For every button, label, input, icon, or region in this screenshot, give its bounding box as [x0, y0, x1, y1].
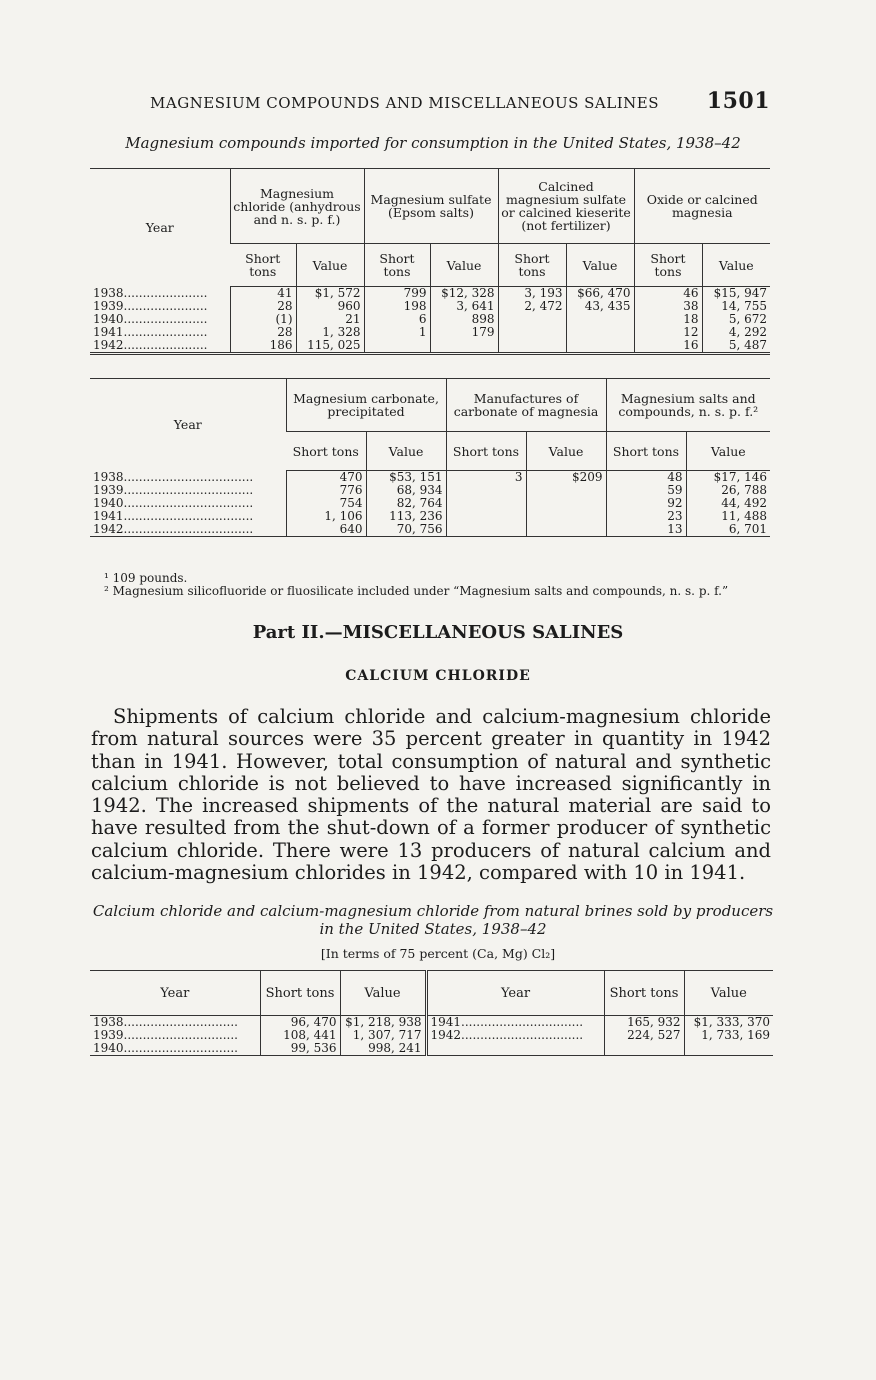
year-cell [90, 1042, 260, 1056]
data-cell: 41 [230, 287, 296, 301]
data-cell [566, 313, 634, 326]
data-cell [498, 313, 566, 326]
short-tons-header: Short tons [364, 244, 430, 287]
table2-subcaption: [In terms of 75 percent (Ca, Mg) Cl₂] [320, 946, 556, 961]
short-tons-cell: 165, 932 [604, 1016, 684, 1030]
table-row [90, 339, 770, 354]
page-number: 1501 [706, 88, 770, 114]
year-cell [90, 1016, 260, 1030]
data-cell: 5, 672 [702, 313, 770, 326]
data-cell: 1 [364, 326, 430, 339]
table2-caption: Calcium chloride and calcium-magnesium chloride from natural brines sold by producers in the United States, 1938–42 [92, 902, 774, 938]
year-label: 1942 [93, 522, 124, 536]
data-cell: 14, 755 [702, 300, 770, 313]
data-cell: 44, 492 [686, 497, 770, 510]
year-header: Year [426, 971, 604, 1016]
section-heading: CALCIUM CHLORIDE [345, 668, 531, 684]
data-cell: $15, 947 [702, 287, 770, 301]
group-header: Manufactures of carbonate of magnesia [446, 379, 606, 432]
data-cell: 92 [606, 497, 686, 510]
data-cell: 115, 025 [296, 339, 364, 354]
data-cell: 1, 328 [296, 326, 364, 339]
empty-cell [684, 1042, 773, 1056]
data-cell: 2, 472 [498, 300, 566, 313]
data-cell: 38 [634, 300, 702, 313]
year-label: 1940 [93, 496, 124, 510]
data-cell: 23 [606, 510, 686, 523]
year-label: 1941 [93, 325, 124, 339]
data-cell: 898 [430, 313, 498, 326]
data-cell [526, 497, 606, 510]
data-cell: 4, 292 [702, 326, 770, 339]
short-tons-header: Short tons [260, 971, 340, 1016]
data-cell: 18 [634, 313, 702, 326]
data-cell: 13 [606, 523, 686, 537]
group-header: Oxide or calcined magnesia [634, 169, 770, 244]
leader-dots: ...................... [123, 312, 208, 326]
leader-dots: ...................... [123, 338, 208, 352]
group-header: Magnesium sulfate (Epsom salts) [364, 169, 498, 244]
data-cell: 59 [606, 484, 686, 497]
body-paragraph: Shipments of calcium chloride and calcium-magnesium chloride from natural sources were 35 percent greater in quantity in 1942 than in 1941. However, total consumption of natural and synthetic calcium chloride is not believed to have increased significantly in 1942. The increased shipments of the natural material are said to have resulted from the shut-down of a former producer of synthetic calcium chloride. There were 13 producers of natural calcium and calcium-magnesium chlorides in 1942, compared with 10 in 1941. [91, 705, 771, 885]
data-cell [526, 510, 606, 523]
year-label: 1938 [93, 285, 124, 300]
short-tons-header: Short tons [604, 971, 684, 1016]
year-label: 1938 [93, 1015, 124, 1029]
data-cell [364, 339, 430, 354]
data-cell: 1, 106 [286, 510, 366, 523]
imports-table-bottom [90, 378, 770, 537]
part-heading: Part II.—MISCELLANEOUS SALINES [252, 622, 624, 643]
data-cell: $66, 470 [566, 287, 634, 301]
running-title: MAGNESIUM COMPOUNDS AND MISCELLANEOUS SALINES [150, 94, 659, 112]
table-row [90, 523, 770, 537]
year-label: 1940 [93, 1041, 124, 1055]
year-cell [90, 471, 286, 485]
data-cell [430, 339, 498, 354]
data-cell: 754 [286, 497, 366, 510]
leader-dots: .............................. [123, 1028, 238, 1042]
data-cell: 12 [634, 326, 702, 339]
value-cell: 1, 307, 717 [340, 1029, 426, 1042]
data-cell: 3, 193 [498, 287, 566, 301]
data-cell: 26, 788 [686, 484, 770, 497]
group-header: Magnesium carbonate, precipitated [286, 379, 446, 432]
data-cell: 3, 641 [430, 300, 498, 313]
leader-dots: .................................. [123, 522, 254, 536]
year-header: Year [145, 220, 174, 236]
data-cell: 28 [230, 300, 296, 313]
value-header: Value [702, 244, 770, 287]
data-cell: 48 [606, 471, 686, 485]
table-row [90, 471, 770, 485]
leader-dots: ...................... [123, 299, 208, 313]
data-cell: 960 [296, 300, 364, 313]
data-cell: 46 [634, 287, 702, 301]
leader-dots: .................................. [123, 496, 254, 510]
value-header: Value [296, 244, 364, 287]
short-tons-cell: 99, 536 [260, 1042, 340, 1056]
year-label: 1938 [93, 469, 124, 484]
table-row [90, 1016, 773, 1030]
year-cell [90, 287, 230, 301]
year-label: 1941 [93, 509, 124, 523]
data-cell: 16 [634, 339, 702, 354]
leader-dots: ................................ [461, 1028, 584, 1042]
short-tons-header: Short tons [446, 432, 526, 471]
year-label: 1940 [93, 312, 124, 326]
table1-caption: Magnesium compounds imported for consumption in the United States, 1938–42 [125, 134, 741, 152]
year-cell [426, 1016, 604, 1030]
short-tons-header: Short tons [606, 432, 686, 471]
year-label: 1939 [93, 1028, 124, 1042]
leader-dots: .............................. [123, 1015, 238, 1029]
data-cell [498, 326, 566, 339]
data-cell: 6, 701 [686, 523, 770, 537]
data-cell: 113, 236 [366, 510, 446, 523]
data-cell: 776 [286, 484, 366, 497]
short-tons-cell: 108, 441 [260, 1029, 340, 1042]
calcium-chloride-table [90, 970, 773, 1056]
footnotes [104, 572, 728, 598]
year-cell [426, 1029, 604, 1042]
data-cell: 70, 756 [366, 523, 446, 537]
footnote: ² Magnesium silicofluoride or fluosilicate included under “Magnesium salts and compounds, n. s. p. f.” [104, 584, 729, 598]
data-cell: 6 [364, 313, 430, 326]
data-cell: $209 [526, 471, 606, 485]
data-cell [498, 339, 566, 354]
data-cell [526, 523, 606, 537]
group-header: Magnesium salts and compounds, n. s. p. f.² [606, 379, 770, 432]
data-cell: $1, 572 [296, 287, 364, 301]
short-tons-header: Short tons [498, 244, 566, 287]
group-header: Calcined magnesium sulfate or calcined kieserite (not fertilizer) [498, 169, 634, 244]
short-tons-header: Short tons [230, 244, 296, 287]
empty-cell [604, 1042, 684, 1056]
value-header: Value [430, 244, 498, 287]
value-header: Value [566, 244, 634, 287]
group-header: Magnesium chloride (anhydrous and n. s. p. f.) [230, 169, 364, 244]
year-label: 1941 [430, 1015, 462, 1029]
year-label: 1942 [430, 1028, 462, 1042]
short-tons-header: Short tons [634, 244, 702, 287]
data-cell: $12, 328 [430, 287, 498, 301]
leader-dots: ...................... [123, 285, 208, 300]
data-cell: 28 [230, 326, 296, 339]
data-cell: 799 [364, 287, 430, 301]
year-label: 1939 [93, 299, 124, 313]
leader-dots: .................................. [123, 469, 254, 484]
table-row [90, 287, 770, 301]
data-cell: $17, 146 [686, 471, 770, 485]
data-cell: 43, 435 [566, 300, 634, 313]
data-cell: 5, 487 [702, 339, 770, 354]
data-cell: 82, 764 [366, 497, 446, 510]
value-header: Value [340, 971, 426, 1016]
data-cell [446, 523, 526, 537]
data-cell: 11, 488 [686, 510, 770, 523]
short-tons-header: Short tons [286, 432, 366, 471]
value-cell: 1, 733, 169 [684, 1029, 773, 1042]
value-cell: 998, 241 [340, 1042, 426, 1056]
empty-cell [426, 1042, 604, 1056]
data-cell: 68, 934 [366, 484, 446, 497]
data-cell [446, 497, 526, 510]
table-row [90, 1042, 773, 1056]
value-cell: $1, 218, 938 [340, 1016, 426, 1030]
short-tons-cell: 96, 470 [260, 1016, 340, 1030]
value-cell: $1, 333, 370 [684, 1016, 773, 1030]
data-cell: 179 [430, 326, 498, 339]
footnote: ¹ 109 pounds. [104, 571, 188, 585]
leader-dots: ...................... [123, 325, 208, 339]
year-cell [90, 523, 286, 537]
leader-dots: .............................. [123, 1041, 238, 1055]
data-cell [526, 484, 606, 497]
leader-dots: .................................. [123, 509, 254, 523]
value-header: Value [526, 432, 606, 471]
value-header: Value [686, 432, 770, 471]
data-cell: 198 [364, 300, 430, 313]
year-header: Year [173, 417, 202, 433]
data-cell: 21 [296, 313, 364, 326]
data-cell: $53, 151 [366, 471, 446, 485]
imports-table-top [90, 168, 770, 355]
leader-dots: .................................. [123, 483, 254, 497]
data-cell: (1) [230, 313, 296, 326]
data-cell: 186 [230, 339, 296, 354]
data-cell: 640 [286, 523, 366, 537]
value-header: Value [684, 971, 773, 1016]
data-cell [446, 484, 526, 497]
data-cell: 3 [446, 471, 526, 485]
year-label: 1942 [93, 338, 124, 352]
year-cell [90, 339, 230, 354]
value-header: Value [366, 432, 446, 471]
year-label: 1939 [93, 483, 124, 497]
data-cell [566, 326, 634, 339]
data-cell [566, 339, 634, 354]
data-cell: 470 [286, 471, 366, 485]
year-header: Year [90, 971, 260, 1016]
short-tons-cell: 224, 527 [604, 1029, 684, 1042]
leader-dots: ................................ [461, 1015, 584, 1029]
data-cell [446, 510, 526, 523]
